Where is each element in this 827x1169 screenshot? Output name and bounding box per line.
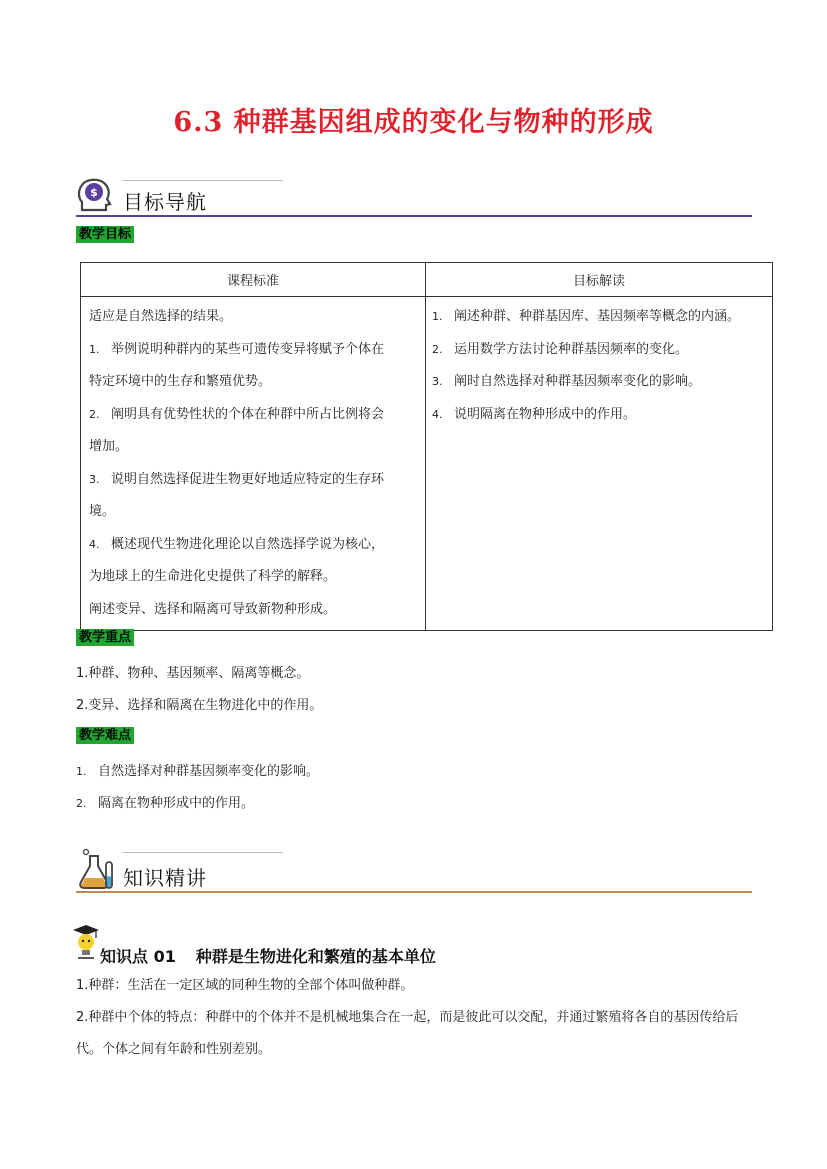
list-item <box>432 366 764 399</box>
line-text: 特定环境中的生存和繁殖优势。 <box>89 374 272 389</box>
paragraph-1: 1.种群：生活在一定区域的同种生物的全部个体叫做种群。 <box>76 978 414 993</box>
list-item <box>89 334 417 367</box>
line-text: 说明自然选择促进生物更好地适应特定的生存环 <box>111 471 385 487</box>
flask-icon <box>76 848 116 894</box>
list-item <box>89 464 417 497</box>
list-item <box>89 529 417 562</box>
line-number: 1. <box>89 342 100 356</box>
line-text: 举例说明种群内的某些可遗传变异将赋予个体在 <box>111 341 385 357</box>
line-text: 自然选择对种群基因频率变化的影响。 <box>98 764 320 779</box>
key-point-1: 1.种群、物种、基因频率、隔离等概念。 <box>76 666 310 681</box>
tag-teaching-key: 教学重点 <box>76 629 134 646</box>
paragraph-2: 2.种群中个体的特点：种群中的个体并不是机械地集合在一起，而是彼此可以交配，并通过繁殖将各自的基因传给后代。个体之间有年龄和性别差别。 <box>76 1010 739 1057</box>
list-item <box>89 366 417 399</box>
line-number: 2. <box>76 797 87 810</box>
list-item <box>89 301 417 334</box>
line-text: 阐述变异、选择和隔离可导致新物种形成。 <box>89 601 337 617</box>
section-goals <box>76 176 752 218</box>
line-number: 4. <box>89 537 100 551</box>
table-header-curriculum: 课程标准 <box>81 263 426 297</box>
interpretation-cell <box>426 297 773 631</box>
key-point-2: 2.变异、选择和隔离在生物进化中的作用。 <box>76 698 323 713</box>
list-item <box>89 399 417 432</box>
list-item <box>432 334 764 367</box>
line-number: 1. <box>432 310 443 323</box>
section-goals-underline <box>76 215 752 217</box>
line-text: 阐述种群、种群基因库、基因频率等概念的内涵。 <box>454 309 741 324</box>
list-item <box>89 561 417 594</box>
brain-dollar-icon <box>76 176 112 218</box>
line-text: 阐明具有优势性状的个体在种群中所占比例将会 <box>111 406 385 422</box>
list-item <box>432 399 764 432</box>
tag-teaching-difficulty: 教学难点 <box>76 727 134 744</box>
line-number: 2. <box>432 342 443 356</box>
graduate-bulb-icon <box>72 924 100 964</box>
section-knowledge-label: 知识精讲 <box>123 866 207 890</box>
line-text: 适应是自然选择的结果。 <box>89 309 233 324</box>
line-text: 运用数学方法讨论种群基因频率的变化。 <box>454 341 689 357</box>
section-goals-label: 目标导航 <box>123 190 207 214</box>
line-number: 3. <box>89 472 100 486</box>
list-item <box>89 431 417 464</box>
line-number: 3. <box>432 375 443 388</box>
curriculum-cell <box>81 297 426 631</box>
knowledge-point-heading <box>100 944 436 967</box>
list-item <box>432 301 764 334</box>
page-title: 6.3 种群基因组成的变化与物种的形成 <box>173 107 654 138</box>
section-knowledge-underline <box>76 891 752 893</box>
difficulty-2 <box>76 792 254 811</box>
table-header-interpretation: 目标解读 <box>426 263 773 297</box>
line-number: 4. <box>432 407 443 421</box>
list-item <box>89 594 417 627</box>
line-text: 隔离在物种形成中的作用。 <box>98 796 255 811</box>
goals-table <box>80 262 773 631</box>
line-text: 增加。 <box>89 439 129 454</box>
list-item <box>89 496 417 529</box>
line-number: 1. <box>76 765 87 778</box>
tag-teaching-goals: 教学目标 <box>76 226 134 243</box>
line-text: 说明隔离在物种形成中的作用。 <box>454 406 637 422</box>
line-text: 阐时自然选择对种群基因频率变化的影响。 <box>454 374 702 389</box>
svg-text:$: $ <box>90 186 98 199</box>
knowledge-point-title: 种群是生物进化和繁殖的基本单位 <box>195 947 436 966</box>
knowledge-point-label: 知识点 01 <box>100 947 176 966</box>
line-text: 境。 <box>89 504 116 519</box>
section-knowledge <box>76 848 752 894</box>
line-number: 2. <box>89 407 100 421</box>
line-text: 概述现代生物进化理论以自然选择学说为核心， <box>111 536 385 552</box>
difficulty-1 <box>76 760 319 779</box>
line-text: 为地球上的生命进化史提供了科学的解释。 <box>89 569 337 584</box>
